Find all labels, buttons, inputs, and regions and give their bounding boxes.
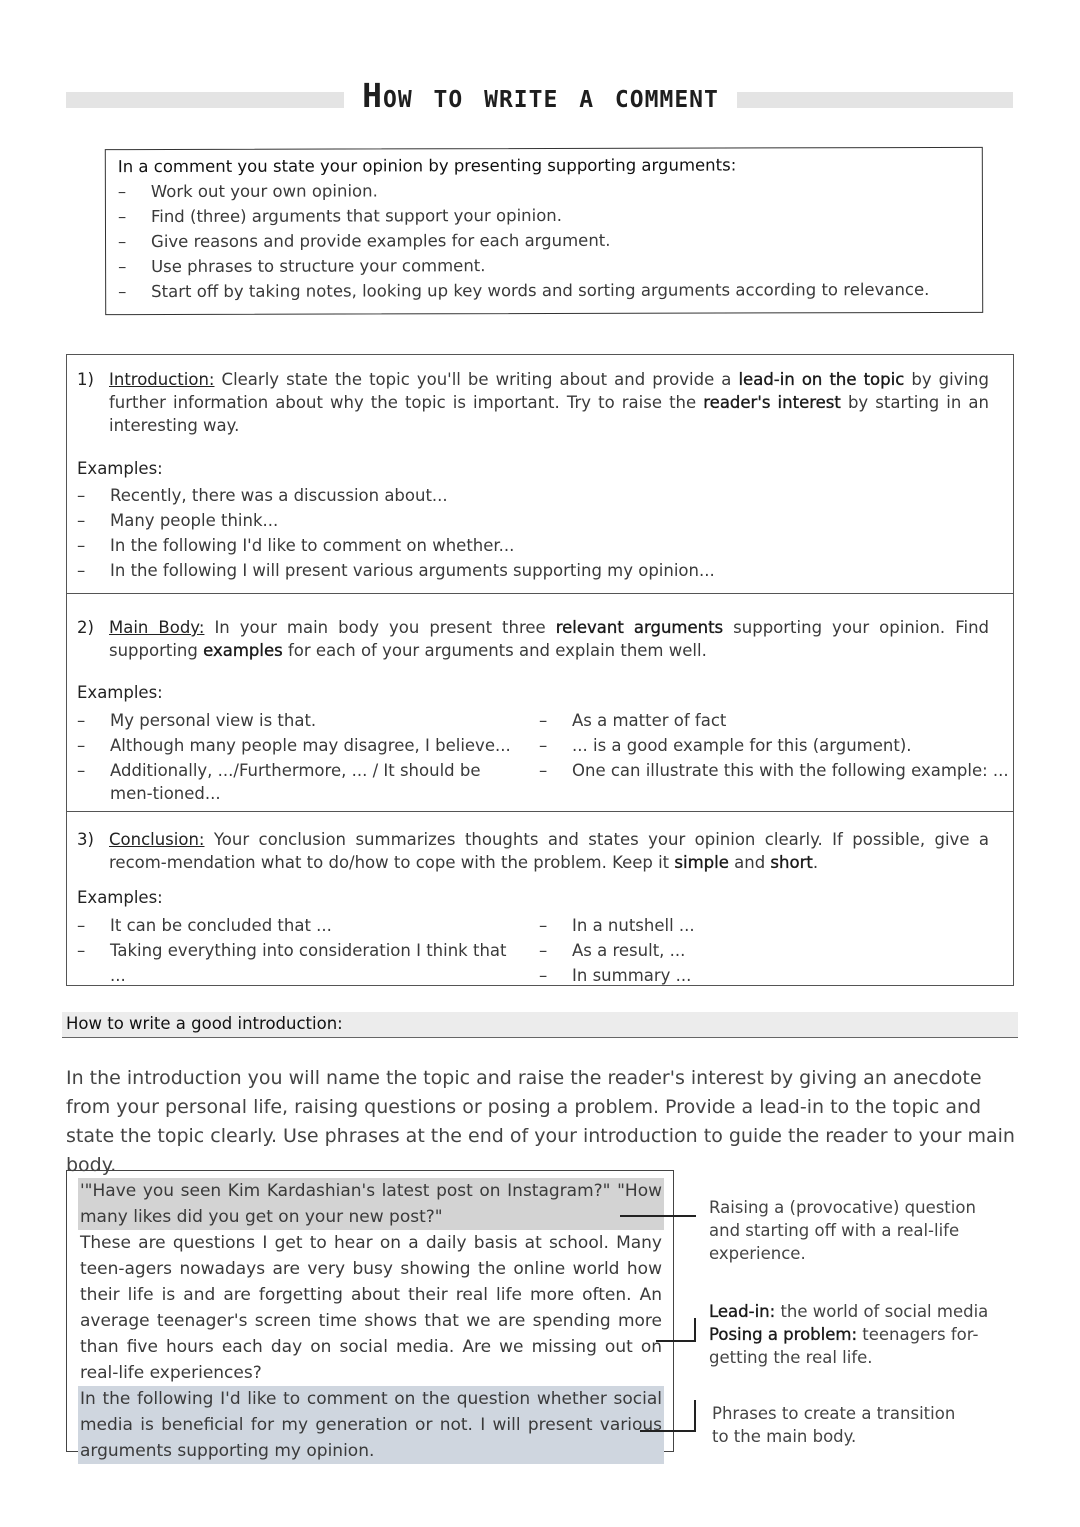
section-keyword: reader's interest [703, 393, 841, 412]
intro-lead: In a comment you state your opinion by presenting supporting arguments: [117, 155, 737, 177]
title-decoration-right [737, 92, 1013, 108]
essay-question: '"Have you seen Kim Kardashian's latest post on Instagram?" "How many likes did you get on your new post?" [78, 1178, 664, 1230]
note-question: Raising a (provocative) question and starting off with a real-life experience. [709, 1198, 976, 1263]
list-item: – In summary ... [539, 963, 989, 988]
section-introduction [66, 354, 1014, 594]
section-number: 2) [77, 618, 94, 637]
essay-transition: In the following I'd like to comment on the question whether social media is beneficial for my generation or not. I will present various arguments supporting my opinion. [78, 1386, 664, 1464]
section-text: by starting in an interesting way. [109, 393, 989, 435]
section-heading [77, 368, 989, 437]
section-text: for each of your arguments and explain them well. [282, 641, 707, 660]
list-item: – Find (three) arguments that support your opinion. [118, 202, 970, 229]
section-text: Your conclusion summarizes thoughts and states your opinion clearly. If possible, give a recom-mendation what to do/how to cope with the problem. Keep it [109, 830, 989, 872]
section-main-body [66, 593, 1014, 812]
note-transition: Phrases to create a transition to the main body. [712, 1404, 956, 1446]
section-text: Clearly state the topic you'll be writing about and provide a [214, 370, 739, 389]
list-item: – Taking everything into consideration I think that ... [77, 938, 527, 988]
section-title: Conclusion: [109, 830, 205, 849]
note-label: Lead-in: [709, 1302, 776, 1321]
section-text: In your main body you present three [204, 618, 556, 637]
intro-list [118, 177, 970, 304]
note-text: teenagers for-getting the real life. [709, 1325, 979, 1367]
connector-line [620, 1215, 696, 1217]
connector-line [656, 1340, 696, 1342]
examples-list-left [77, 708, 517, 805]
connector-line [694, 1318, 696, 1342]
note-text: the world of social media [775, 1302, 989, 1321]
examples-label: Examples: [77, 888, 163, 907]
examples-label: Examples: [77, 459, 163, 478]
examples-label: Examples: [77, 683, 163, 702]
essay-body: These are questions I get to hear on a daily basis at school. Many teen-agers nowadays are very busy showing the online world how their life is and are forgetting about their real life more often. An average teenager's screen time shows that we are spending more than five hours each day on social media. Are we missing out on real-life experiences? [80, 1233, 662, 1383]
list-item: – Work out your own opinion. [118, 177, 970, 204]
list-item: – Give reasons and provide examples for each argument. [118, 227, 970, 254]
list-item: – ... is a good example for this (argument). [539, 733, 1009, 758]
good-intro-heading: How to write a good introduction: [62, 1012, 1018, 1038]
connector-line [640, 1430, 696, 1432]
intro-box [105, 147, 983, 315]
section-title: Main Body: [109, 618, 205, 637]
section-number: 1) [77, 370, 94, 389]
section-heading [77, 828, 989, 874]
section-keyword: short [770, 853, 813, 872]
good-intro-paragraph: In the introduction you will name the topic and raise the reader's interest by giving an anecdote from your personal life, raising questions or posing a problem. Provide a lead-in to the topic and state the topic clearly. Use phrases at the end of your introduction to guide the reader to your main body. [66, 1067, 1015, 1176]
section-keyword: simple [674, 853, 729, 872]
note-leadin [709, 1300, 999, 1369]
list-item: – As a matter of fact [539, 708, 1009, 733]
list-item: – One can illustrate this with the following example: ... [539, 758, 1009, 783]
list-item: – Start off by taking notes, looking up key words and sorting arguments according to relevance. [118, 277, 970, 304]
list-item: – Recently, there was a discussion about... [77, 483, 977, 508]
list-item: – It can be concluded that ... [77, 913, 527, 938]
section-conclusion [66, 811, 1014, 986]
section-text: by giving further information about why the topic is important. Try to raise the [109, 370, 989, 412]
section-text: and [728, 853, 771, 872]
note-label: Posing a problem: [709, 1325, 858, 1344]
section-keyword: examples [203, 641, 283, 660]
section-title: Introduction: [109, 370, 215, 389]
list-item: – Use phrases to structure your comment. [118, 252, 970, 279]
list-item: – Many people think... [77, 508, 977, 533]
examples-list [77, 483, 977, 583]
section-text: . [812, 853, 819, 872]
page-title: How to write a comment [362, 76, 719, 115]
title-decoration-left [66, 92, 344, 108]
section-text: supporting your opinion. Find supporting [109, 618, 989, 660]
section-heading [77, 616, 989, 662]
examples-list-right [539, 913, 989, 988]
list-item: – Although many people may disagree, I believe... [77, 733, 517, 758]
examples-list-left [77, 913, 527, 988]
section-number: 3) [77, 830, 94, 849]
list-item: – In the following I will present various arguments supporting my opinion... [77, 558, 977, 583]
connector-line [694, 1400, 696, 1431]
essay-example-box [66, 1170, 674, 1461]
examples-list-right [539, 708, 1009, 783]
list-item: – My personal view is that. [77, 708, 517, 733]
section-keyword: lead-in on the topic [738, 370, 905, 389]
list-item: – In the following I'd like to comment on whether... [77, 533, 977, 558]
list-item: – In a nutshell ... [539, 913, 989, 938]
section-keyword: relevant arguments [555, 618, 724, 637]
list-item: – Additionally, .../Furthermore, ... / It should be men-tioned... [77, 758, 517, 805]
list-item: – As a result, ... [539, 938, 989, 963]
